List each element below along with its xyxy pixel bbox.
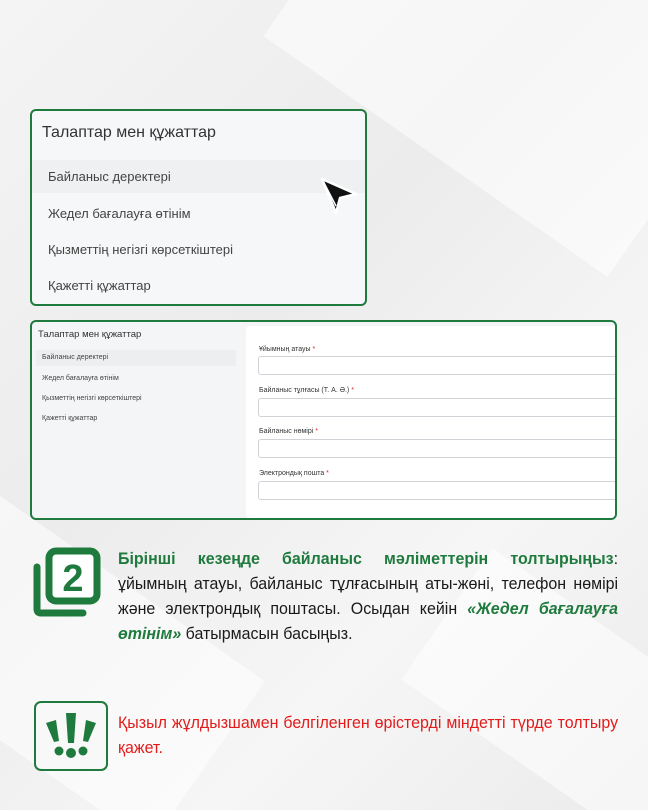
menu-item-quick-assessment[interactable]: Жедел бағалауға өтінім [48, 206, 191, 221]
step-2-icon [29, 545, 103, 619]
phone-number-label [259, 428, 318, 435]
required-asterisk: * [351, 387, 354, 394]
contact-person-label [259, 387, 354, 394]
menu-item-key-indicators[interactable]: Қызметтің негізгі көрсеткіштері [48, 242, 234, 257]
form-menu-item-contact-details[interactable]: Байланыс деректері [36, 350, 236, 366]
required-asterisk: * [315, 428, 318, 435]
menu-title: Талаптар мен құжаттар [42, 124, 216, 141]
form-menu-item-required-documents[interactable]: Қажетті құжаттар [42, 415, 98, 422]
form-menu-title: Талаптар мен құжаттар [38, 329, 142, 340]
phone-number-input[interactable] [258, 439, 617, 458]
exclamation-marks-icon [36, 703, 106, 769]
form-menu-item-quick-assessment[interactable]: Жедел бағалауға өтінім [42, 375, 119, 382]
step-body-2: батырмасын басыңыз. [181, 624, 353, 643]
form-menu-item-key-indicators[interactable]: Қызметтің негізгі көрсеткіштері [42, 395, 142, 402]
org-name-input[interactable] [258, 356, 617, 375]
step-description [118, 546, 618, 646]
contact-form [246, 326, 617, 518]
step-number: 2 [62, 558, 84, 600]
email-input[interactable] [258, 481, 617, 500]
quick-assessment-button-reference: «Жедел бағалауға өтінім» [118, 599, 619, 643]
requirements-menu-card [30, 109, 367, 306]
org-name-label-text: Ұйымның атауы [259, 346, 311, 353]
required-asterisk: * [326, 470, 329, 477]
menu-item-required-documents[interactable]: Қажетті құжаттар [48, 278, 151, 293]
menu-item-contact-details[interactable]: Байланыс деректері [32, 160, 365, 193]
contact-details-form-card [30, 320, 617, 520]
required-asterisk: * [312, 346, 316, 353]
step-body-1: ұйымның атауы, байланыс тұлғасының аты-жөні, телефон нөмірі және электрондық поштасы. Осыдан кейін [118, 574, 619, 618]
email-label [259, 470, 329, 477]
email-label-text: Электрондық пошта [259, 470, 325, 477]
contact-person-label-text: Байланыс тұлғасы (Т. А. Ә.) [259, 387, 350, 394]
org-name-label [259, 346, 315, 353]
step-colon: : [613, 549, 619, 568]
required-fields-warning: Қызыл жұлдызшамен белгіленген өрістерді міндетті түрде толтыру қажет. [118, 713, 619, 757]
contact-person-input[interactable] [258, 398, 617, 417]
phone-number-label-text: Байланыс нөмірі [259, 428, 314, 435]
step-heading: Бірінші кезеңде байланыс мәліметтерін толтырыңыз [118, 549, 614, 568]
exclamation-warning-icon [34, 701, 108, 771]
cursor-arrow-icon [318, 176, 360, 216]
